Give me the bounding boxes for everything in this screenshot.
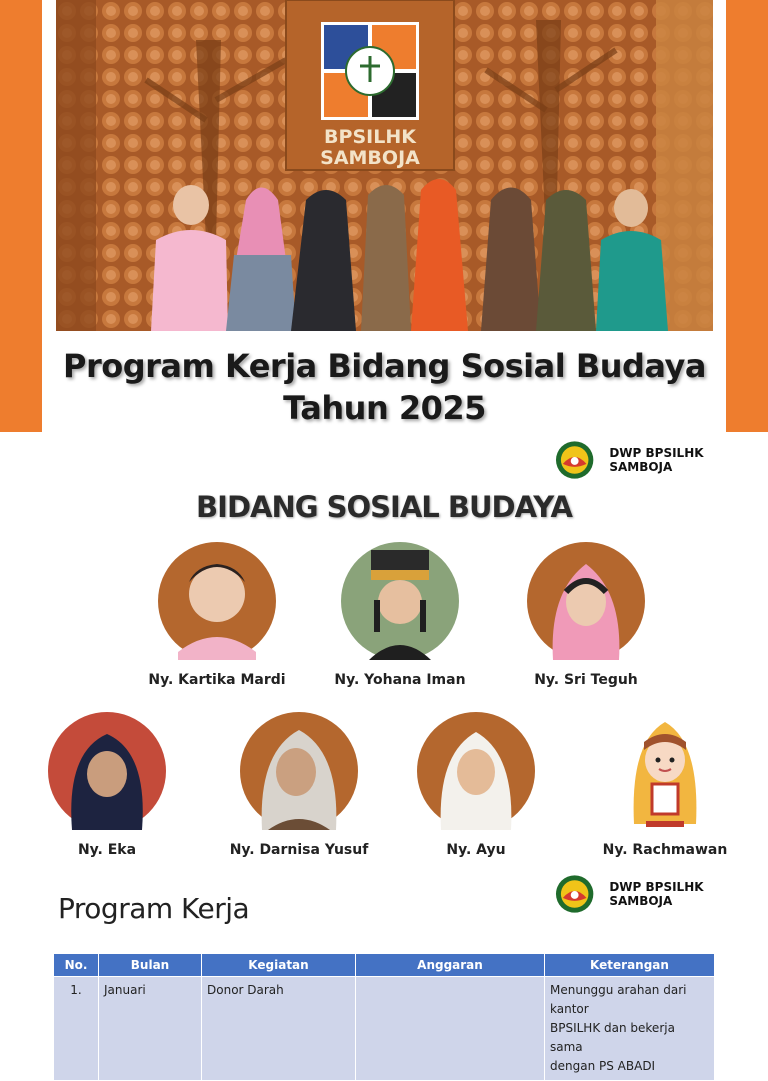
right-accent-bar — [726, 0, 768, 432]
member-photo-icon — [527, 542, 645, 660]
member-name: Ny. Kartika Mardi — [148, 672, 286, 688]
table-header-row — [54, 954, 715, 977]
slide-cover — [0, 0, 768, 432]
section-heading: BIDANG SOSIAL BUDAYA — [196, 490, 572, 524]
keterangan-line: dengan PS ABADI — [550, 1059, 656, 1073]
hijab-avatar-icon — [606, 712, 724, 830]
column-header: No. — [54, 954, 99, 977]
column-header: Keterangan — [545, 954, 715, 977]
sign-text-line2: SAMBOJA — [320, 147, 420, 169]
slide-team — [0, 432, 768, 864]
program-table — [53, 953, 715, 1081]
org-header — [555, 440, 768, 480]
member-name: Ny. Eka — [77, 842, 137, 858]
member-name: Ny. Darnisa Yusuf — [229, 842, 369, 858]
member-photo-icon — [48, 712, 166, 830]
table-row — [54, 977, 715, 1081]
member-name: Ny. Ayu — [446, 842, 506, 858]
column-header: Bulan — [99, 954, 202, 977]
keterangan-line: BPSILHK dan bekerja sama — [550, 1021, 675, 1054]
sign-text-line1: BPSILHK — [324, 126, 416, 148]
dwp-emblem-icon — [555, 874, 594, 914]
member-card — [486, 542, 686, 688]
member-card — [300, 542, 500, 688]
member-card — [376, 712, 576, 858]
title-line-1: Program Kerja Bidang Sosial Budaya — [63, 347, 706, 385]
org-header — [555, 874, 768, 914]
keterangan-line: Menunggu arahan dari kantor — [550, 983, 687, 1016]
member-photo-icon — [240, 712, 358, 830]
left-accent-bar — [0, 0, 42, 432]
cell-keterangan — [545, 977, 715, 1081]
cell-kegiatan: Donor Darah — [202, 977, 356, 1081]
title-line-2: Tahun 2025 — [283, 389, 486, 427]
cell-anggaran — [356, 977, 545, 1081]
group-photo — [56, 0, 713, 331]
dwp-emblem-icon — [555, 440, 594, 480]
member-name: Ny. Rachmawan — [602, 842, 728, 858]
member-card — [565, 712, 765, 858]
column-header: Kegiatan — [202, 954, 356, 977]
cell-bulan: Januari — [99, 977, 202, 1081]
member-photo-icon — [417, 712, 535, 830]
member-name: Ny. Sri Teguh — [534, 672, 638, 688]
slide-title — [56, 345, 713, 429]
cell-no: 1. — [54, 977, 99, 1081]
column-header: Anggaran — [356, 954, 545, 977]
member-card — [7, 712, 207, 858]
member-photo-icon — [158, 542, 276, 660]
org-name: DWP BPSILHK SAMBOJA — [609, 446, 704, 474]
slide-program — [0, 864, 768, 1073]
member-name: Ny. Yohana Iman — [334, 672, 466, 688]
member-card — [117, 542, 317, 688]
org-name: DWP BPSILHK SAMBOJA — [609, 880, 704, 908]
bpsilhk-logo-icon — [321, 22, 419, 120]
member-card — [199, 712, 399, 858]
program-heading: Program Kerja — [58, 892, 250, 925]
member-photo-icon — [341, 542, 459, 660]
